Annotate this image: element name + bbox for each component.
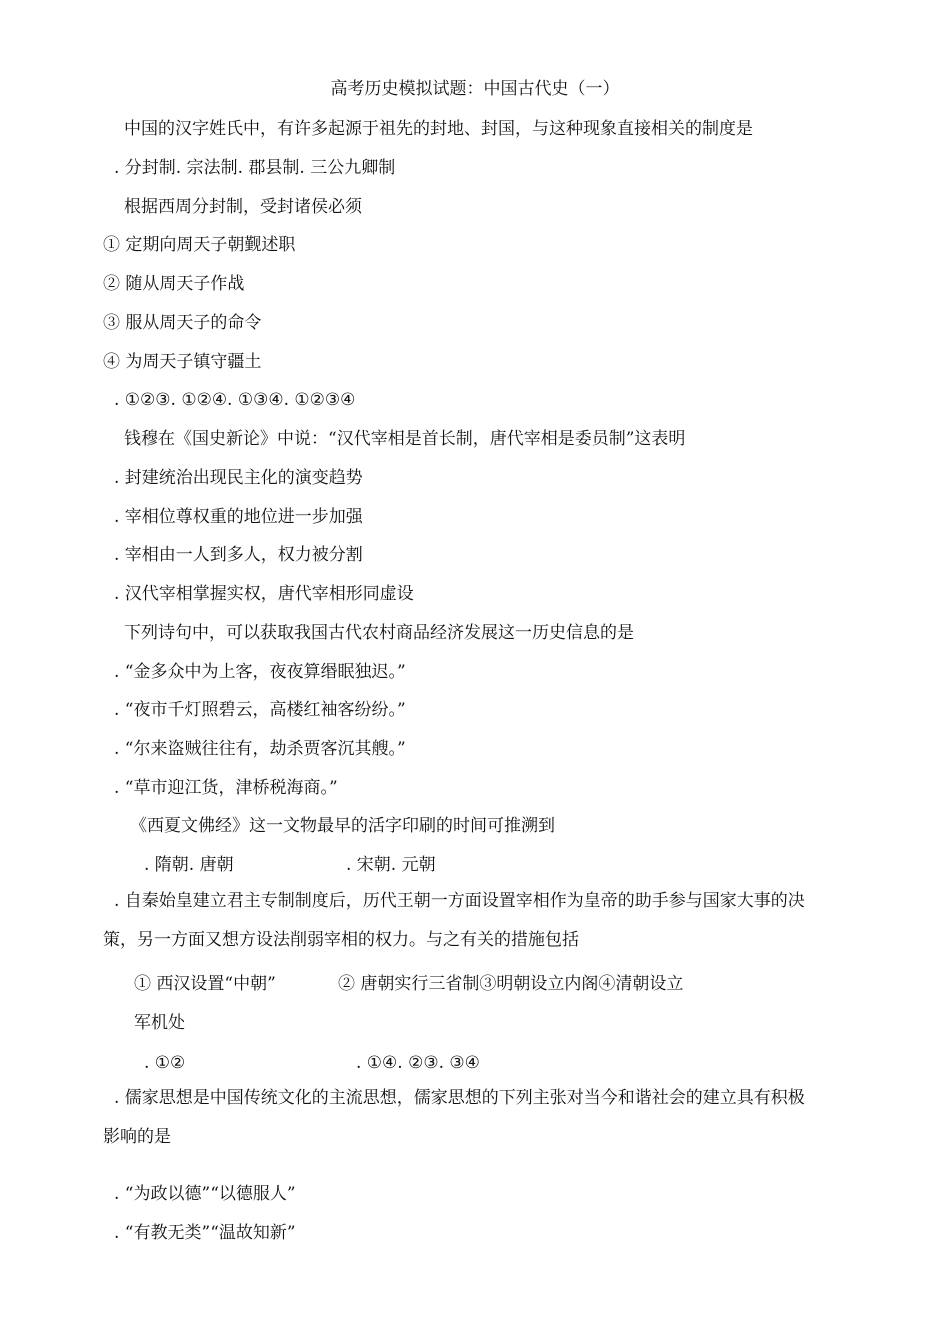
question-2-item-4: ④ 为周天子镇守疆土 (103, 352, 262, 372)
question-6-item-1: ① 西汉设置“中朝” (134, 974, 276, 994)
question-6-stem-line-2: 策，另一方面又想方设法削弱宰相的权力。与之有关的措施包括 (103, 930, 579, 950)
question-5-options-left: . 隋朝. 唐朝 (144, 855, 234, 875)
question-6-item-4-continued: 军机处 (134, 1013, 185, 1033)
question-5-options-right: . 宋朝. 元朝 (346, 855, 436, 875)
question-6-stem-line-1: . 自秦始皇建立君主专制制度后，历代王朝一方面设置宰相作为皇帝的助手参与国家大事的决 (114, 891, 805, 911)
question-2-options: . ①②③. ①②④. ①③④. ①②③④ (114, 390, 356, 410)
question-6-items-2-4: ② 唐朝实行三省制③明朝设立内阁④清朝设立 (338, 974, 684, 994)
question-3-option-c: . 宰相由一人到多人，权力被分割 (114, 545, 363, 565)
question-1-options: . 分封制. 宗法制. 郡县制. 三公九卿制 (114, 158, 396, 178)
page-title: 高考历史模拟试题：中国古代史（一） (330, 79, 620, 99)
question-7-stem-line-2: 影响的是 (103, 1127, 171, 1147)
question-7-option-b: . “有教无类”“温故知新” (114, 1223, 296, 1243)
question-6-options-right: . ①④. ②③. ③④ (356, 1053, 480, 1073)
question-4-option-b: . “夜市千灯照碧云，高楼红袖客纷纷。” (114, 700, 406, 720)
question-7-stem-line-1: . 儒家思想是中国传统文化的主流思想，儒家思想的下列主张对当今和谐社会的建立具有积极 (114, 1088, 805, 1108)
question-3-option-d: . 汉代宰相掌握实权，唐代宰相形同虚设 (114, 584, 414, 604)
question-4-option-a: . “金多众中为上客，夜夜算缗眠独迟。” (114, 662, 406, 682)
question-5-stem: 《西夏文佛经》这一文物最早的活字印刷的时间可推溯到 (130, 816, 555, 836)
question-2-item-2: ② 随从周天子作战 (103, 274, 245, 294)
question-3-option-b: . 宰相位尊权重的地位进一步加强 (114, 507, 363, 527)
question-3-stem: 钱穆在《国史新论》中说：“汉代宰相是首长制，唐代宰相是委员制”这表明 (124, 429, 686, 449)
question-4-stem: 下列诗句中，可以获取我国古代农村商品经济发展这一历史信息的是 (124, 623, 634, 643)
question-2-stem: 根据西周分封制，受封诸侯必须 (124, 197, 362, 217)
question-3-option-a: . 封建统治出现民主化的演变趋势 (114, 468, 363, 488)
question-7-option-a: . “为政以德”“以德服人” (114, 1184, 296, 1204)
question-2-item-1: ① 定期向周天子朝觐述职 (103, 235, 296, 255)
question-4-option-d: . “草市迎江货，津桥税海商。” (114, 778, 338, 798)
question-1-stem: 中国的汉字姓氏中，有许多起源于祖先的封地、封国，与这种现象直接相关的制度是 (124, 119, 753, 139)
question-4-option-c: . “尔来盗贼往往有，劫杀贾客沉其艘。” (114, 739, 406, 759)
question-6-options-left: . ①② (144, 1053, 186, 1073)
question-2-item-3: ③ 服从周天子的命令 (103, 313, 262, 333)
